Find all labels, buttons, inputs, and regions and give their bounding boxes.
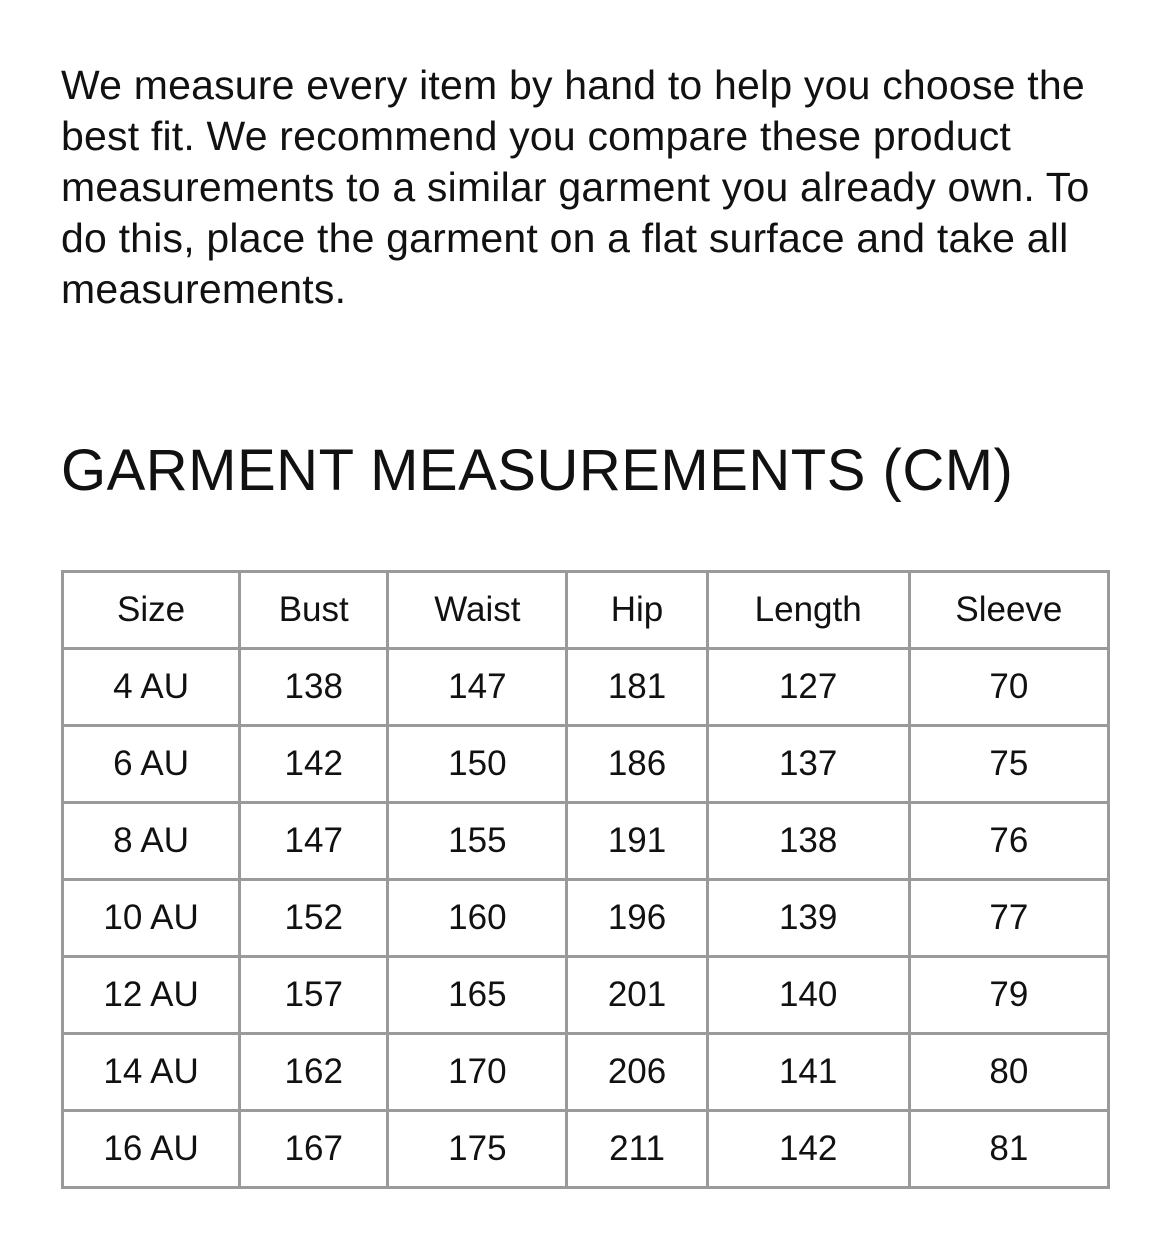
cell-waist: 147 — [388, 649, 567, 726]
cell-waist: 160 — [388, 880, 567, 957]
header-sleeve: Sleeve — [909, 572, 1108, 649]
cell-bust: 142 — [240, 726, 388, 803]
cell-size: 8 AU — [63, 803, 240, 880]
cell-length: 127 — [707, 649, 909, 726]
cell-hip: 211 — [567, 1111, 707, 1188]
table-row — [63, 1034, 1109, 1111]
cell-bust: 147 — [240, 803, 388, 880]
cell-length: 138 — [707, 803, 909, 880]
cell-bust: 162 — [240, 1034, 388, 1111]
cell-sleeve: 81 — [909, 1111, 1108, 1188]
intro-paragraph: We measure every item by hand to help you choose the best fit. We recommend you compare these product measurements to a similar garment you already own. To do this, place the garment on a flat surface and take all measurements. — [61, 62, 1090, 312]
cell-waist: 170 — [388, 1034, 567, 1111]
header-bust: Bust — [240, 572, 388, 649]
cell-size: 16 AU — [63, 1111, 240, 1188]
cell-waist: 175 — [388, 1111, 567, 1188]
cell-hip: 206 — [567, 1034, 707, 1111]
cell-hip: 186 — [567, 726, 707, 803]
header-size: Size — [63, 572, 240, 649]
cell-sleeve: 76 — [909, 803, 1108, 880]
cell-waist: 165 — [388, 957, 567, 1034]
cell-length: 141 — [707, 1034, 909, 1111]
cell-length: 142 — [707, 1111, 909, 1188]
cell-sleeve: 79 — [909, 957, 1108, 1034]
cell-size: 6 AU — [63, 726, 240, 803]
cell-waist: 150 — [388, 726, 567, 803]
table-row — [63, 880, 1109, 957]
cell-hip: 196 — [567, 880, 707, 957]
cell-hip: 181 — [567, 649, 707, 726]
cell-bust: 138 — [240, 649, 388, 726]
cell-sleeve: 77 — [909, 880, 1108, 957]
table-row — [63, 957, 1109, 1034]
cell-bust: 152 — [240, 880, 388, 957]
cell-length: 137 — [707, 726, 909, 803]
cell-sleeve: 70 — [909, 649, 1108, 726]
cell-size: 4 AU — [63, 649, 240, 726]
cell-hip: 191 — [567, 803, 707, 880]
cell-size: 14 AU — [63, 1034, 240, 1111]
table-header-row — [63, 572, 1109, 649]
cell-size: 10 AU — [63, 880, 240, 957]
table-row — [63, 803, 1109, 880]
table-row — [63, 1111, 1109, 1188]
cell-sleeve: 80 — [909, 1034, 1108, 1111]
cell-waist: 155 — [388, 803, 567, 880]
section-heading: GARMENT MEASUREMENTS (CM) — [61, 438, 1014, 503]
cell-size: 12 AU — [63, 957, 240, 1034]
size-chart-table — [61, 570, 1110, 1189]
cell-length: 140 — [707, 957, 909, 1034]
cell-bust: 157 — [240, 957, 388, 1034]
table-row — [63, 649, 1109, 726]
table-row — [63, 726, 1109, 803]
header-waist: Waist — [388, 572, 567, 649]
cell-bust: 167 — [240, 1111, 388, 1188]
cell-sleeve: 75 — [909, 726, 1108, 803]
cell-hip: 201 — [567, 957, 707, 1034]
header-length: Length — [707, 572, 909, 649]
header-hip: Hip — [567, 572, 707, 649]
cell-length: 139 — [707, 880, 909, 957]
